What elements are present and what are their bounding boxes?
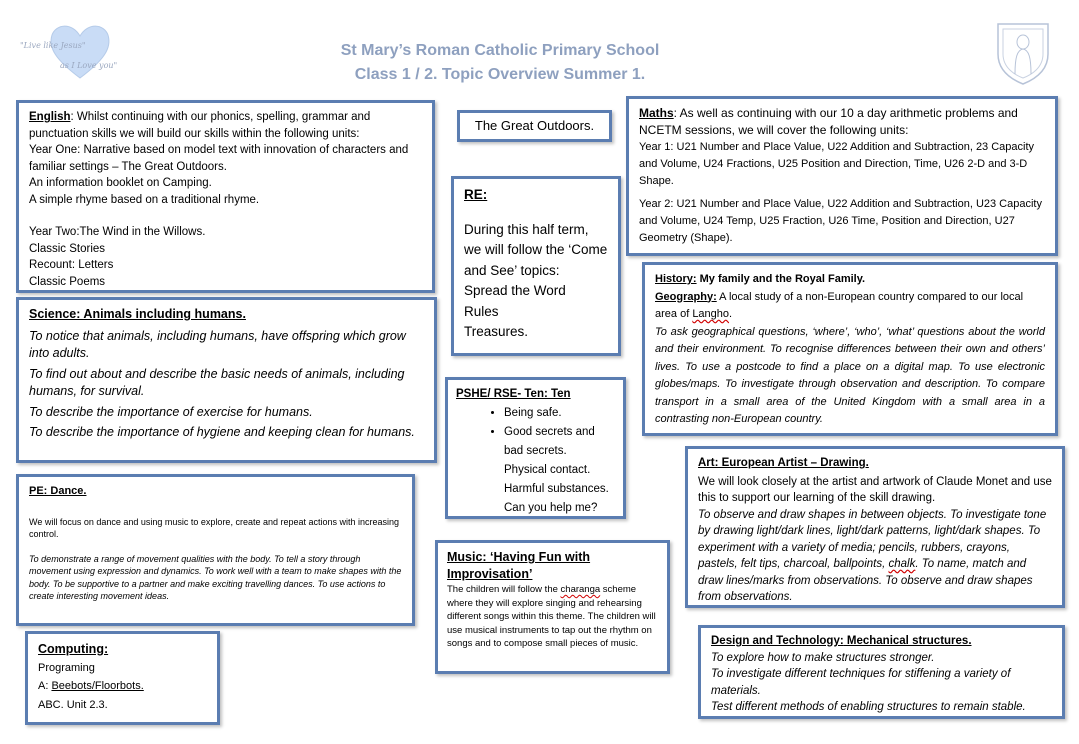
- geography-place: Langho: [692, 308, 730, 320]
- re-heading: RE:: [464, 187, 488, 202]
- computing-l3: ABC. Unit 2.3.: [38, 698, 108, 711]
- computing-l2-b: Beebots/Floorbots.: [51, 680, 144, 692]
- english-y1-rhyme: A simple rhyme based on a traditional rhyme.: [29, 193, 260, 206]
- music-text-c: scheme where they will explore singing and rehearsing different songs within this theme. The children will use musical instruments to tap out the rhythm on songs and to compose small pieces of music.: [447, 584, 656, 649]
- english-heading: English: [29, 111, 71, 123]
- pshe-list: [456, 404, 615, 518]
- science-p3: To describe the importance of exercise for humans.: [29, 404, 313, 419]
- pe-box: [16, 474, 415, 626]
- geography-end: .: [729, 308, 733, 320]
- dt-heading-rest: Mechanical structures.: [843, 635, 972, 647]
- music-heading: Music: ‘Having Fun with Improvisation’: [447, 550, 591, 581]
- motto-line1: "Live like Jesus": [20, 41, 86, 50]
- maths-intro-text: : As well as continuing with our 10 a day arithmetic problems and NCETM sessions, we will cover the following units:: [639, 106, 1018, 137]
- science-p2: To find out about and describe the basic needs of animals, including humans, for survival.: [29, 366, 405, 398]
- maths-heading: Maths: [639, 106, 674, 120]
- computing-box: [25, 631, 220, 725]
- english-intro-text: : Whilst continuing with our phonics, spelling, grammar and punctuation skills we will build our skills within the following units:: [29, 111, 371, 140]
- pshe-item-3: Physical contact.: [504, 464, 591, 476]
- re-text: During this half term, we will follow the ‘Come and See’ topics:: [464, 221, 608, 278]
- art-heading: Art: European Artist – Drawing.: [698, 457, 869, 469]
- history-line: [655, 271, 1045, 289]
- maths-intro: [639, 105, 1045, 139]
- re-item-3: Treasures.: [464, 324, 529, 339]
- music-text-a: The children will follow the: [447, 584, 561, 595]
- maths-y1: Year 1: U21 Number and Place Value, U22 Addition and Subtraction, 23 Capacity and Volume, U24 Fractions, U25 Position and Direction, Time, U26 2-D and 3-D Shape.: [639, 141, 1035, 187]
- science-p4: To describe the importance of hygiene and keeping clean for humans.: [29, 425, 415, 439]
- re-box: [451, 176, 621, 356]
- history-heading: History:: [655, 273, 697, 285]
- science-p1: To notice that animals, including humans, have offspring which grow into adults.: [29, 328, 406, 360]
- art-p1: We will look closely at the artist and artwork of Claude Monet and use this to support our learning of the skill drawing.: [698, 475, 1052, 504]
- geography-line: [655, 289, 1045, 324]
- pe-p2: To demonstrate a range of movement qualities with the body. To tell a story through movement using expression and dynamics. To work well with a team to make shapes with the body. To be supportive to a partner and make exciting travelling dances. To use actions to create interesting movement ideas.: [29, 553, 402, 601]
- english-y1: Year One: Narrative based on model text with innovation of characters and familiar settings – The Great Outdoors.: [29, 144, 409, 173]
- pshe-item-2: • Good secrets and bad secrets.: [504, 423, 615, 461]
- art-p2: [698, 507, 1052, 606]
- dt-heading-line: [711, 633, 1052, 650]
- geography-heading: Geography:: [655, 290, 717, 303]
- english-box: [16, 100, 435, 293]
- music-text: [447, 583, 658, 651]
- re-item-2: Rules: [464, 303, 499, 319]
- pshe-item-4: Harmful substances.: [504, 483, 609, 495]
- geography-text: A local study of a non-European country compared to our local area of: [655, 290, 1024, 320]
- computing-l2-a: A:: [38, 680, 52, 692]
- topic-title: The Great Outdoors.: [474, 118, 595, 133]
- pshe-box: [445, 377, 626, 519]
- history-geography-box: [642, 262, 1058, 436]
- english-intro: [29, 109, 422, 142]
- dt-heading: Design and Technology:: [711, 635, 844, 647]
- re-item-1: Spread the Word: [464, 283, 566, 298]
- computing-l2: [38, 677, 207, 696]
- english-y2-c: Classic Poems: [29, 275, 106, 288]
- computing-l1: Programing: [38, 661, 95, 674]
- art-p2-chalk: chalk: [888, 558, 916, 570]
- topic-title-box: [457, 110, 612, 142]
- pe-heading: PE: Dance.: [29, 485, 87, 497]
- computing-heading: Computing:: [38, 642, 109, 656]
- art-p2-a: To observe and draw shapes in between objects. To investigate tone by drawing light/dark lines, light/dark patterns, light/dark shapes. To experiment with a variety of media; pencils, rubbers, crayons, pastels, felt tips, charcoal, ballpoints,: [698, 508, 1047, 570]
- science-box: [16, 297, 437, 463]
- music-text-charanga: charanga: [560, 584, 601, 595]
- dt-p2: To investigate different techniques for stiffening a variety of materials.: [711, 668, 1011, 697]
- geography-objectives: To ask geographical questions, ‘where’, ‘who’, ‘what’ questions about the world and their environment. To recognise differences between their own and others’ lives. To use a postcode to find a place on a digital map. To use electronic globes/maps. To investigate through observation and description. To compare transport in a small area of the United Kingdom with a small area in a contrasting non-European country.: [655, 325, 1045, 425]
- art-p2-c: . To name, match and draw lines/marks from observations. To observe and draw shapes from observations.: [698, 558, 1033, 603]
- pshe-heading: PSHE/ RSE- Ten: Ten: [456, 388, 571, 400]
- maths-box: [626, 96, 1058, 256]
- maths-y2: Year 2: U21 Number and Place Value, U22 Addition and Subtraction, U23 Capacity and Volume, U24 Temp, U25 Fraction, U26 Time, Position and Direction, U27 Geometry (Shape).: [639, 198, 1042, 244]
- english-y2-a: Classic Stories: [29, 242, 106, 255]
- history-text: My family and the Royal Family.: [696, 273, 866, 285]
- school-crest-icon: [993, 18, 1053, 86]
- dt-p1: To explore how to make structures stronger.: [711, 651, 935, 664]
- art-box: [685, 446, 1065, 608]
- pshe-item-1: • Being safe.: [504, 404, 615, 423]
- science-heading: Science: Animals including humans.: [29, 307, 246, 321]
- page-subtitle: Class 1 / 2. Topic Overview Summer 1.: [354, 66, 646, 83]
- pe-p1: We will focus on dance and using music to explore, create and repeat actions with increasing control.: [29, 516, 400, 539]
- dt-p3: Test different methods of enabling structures to remain stable.: [711, 701, 1026, 713]
- english-y2-b: Recount: Letters: [29, 259, 114, 271]
- pshe-item-5: Can you help me?: [504, 502, 598, 514]
- music-box: [435, 540, 670, 674]
- motto-line2: as I Love you": [60, 61, 118, 70]
- english-y2: Year Two:The Wind in the Willows.: [29, 226, 206, 238]
- english-y1-info: An information booklet on Camping.: [29, 177, 212, 189]
- school-name: St Mary’s Roman Catholic Primary School: [340, 42, 660, 59]
- dt-box: [698, 625, 1065, 719]
